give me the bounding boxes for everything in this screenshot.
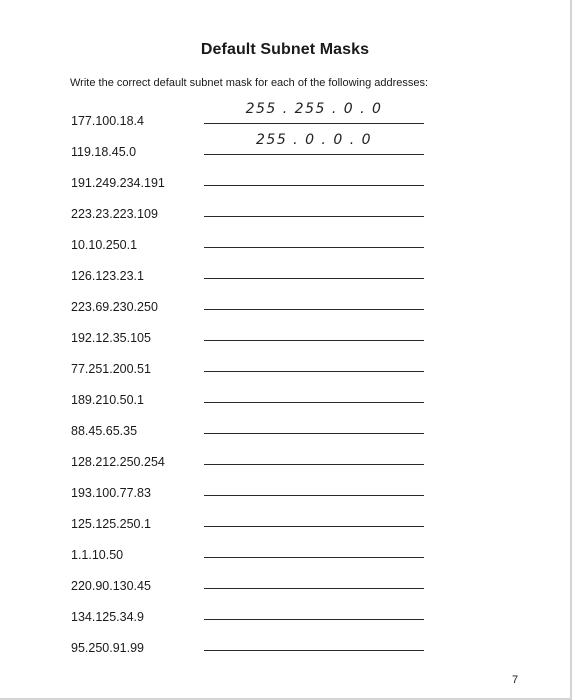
handwritten-answer: 255 . 0 . 0 . 0 xyxy=(256,132,372,148)
address-row xyxy=(0,417,570,447)
answer-line xyxy=(204,588,424,589)
answer-line xyxy=(204,557,424,558)
answer-line xyxy=(204,371,424,372)
page-number: 7 xyxy=(512,674,519,686)
ip-address: 134.125.34.9 xyxy=(71,610,144,624)
address-row xyxy=(0,603,570,633)
ip-address: 223.23.223.109 xyxy=(71,207,158,221)
page-title: Default Subnet Masks xyxy=(200,41,370,58)
answer-line xyxy=(204,402,424,403)
answer-line xyxy=(204,123,424,124)
answer-line xyxy=(204,309,424,310)
ip-address: 220.90.130.45 xyxy=(71,579,151,593)
ip-address: 223.69.230.250 xyxy=(71,300,158,314)
ip-address: 128.212.250.254 xyxy=(71,455,165,469)
answer-line xyxy=(204,619,424,620)
address-row xyxy=(0,132,570,168)
address-row xyxy=(0,572,570,602)
ip-address: 126.123.23.1 xyxy=(71,269,144,283)
answer-line xyxy=(204,185,424,186)
ip-address: 10.10.250.1 xyxy=(71,238,138,252)
address-row xyxy=(0,386,570,416)
answer-line xyxy=(204,247,424,248)
ip-address: 119.18.45.0 xyxy=(71,145,137,159)
address-row xyxy=(0,510,570,540)
address-row xyxy=(0,448,570,478)
answer-line xyxy=(204,464,424,465)
ip-address: 191.249.234.191 xyxy=(71,176,165,190)
ip-address: 189.210.50.1 xyxy=(71,393,144,407)
answer-line xyxy=(204,278,424,279)
answer-line xyxy=(204,340,424,341)
answer-line xyxy=(204,526,424,527)
address-row xyxy=(0,262,570,292)
ip-address: 77.251.200.51 xyxy=(71,362,151,376)
ip-address: 193.100.77.83 xyxy=(71,486,151,500)
ip-address: 192.12.35.105 xyxy=(71,331,151,345)
address-row xyxy=(0,479,570,509)
address-row xyxy=(0,355,570,385)
answer-line xyxy=(204,216,424,217)
address-row xyxy=(0,324,570,354)
address-row xyxy=(0,293,570,323)
address-row xyxy=(0,231,570,261)
answer-line xyxy=(204,495,424,496)
answer-line xyxy=(204,650,424,651)
address-row xyxy=(0,634,570,664)
handwritten-answer: 255 . 255 . 0 . 0 xyxy=(245,101,383,117)
address-row xyxy=(0,541,570,571)
address-row xyxy=(0,169,570,199)
answer-line xyxy=(204,433,424,434)
ip-address: 125.125.250.1 xyxy=(71,517,151,531)
ip-address: 88.45.65.35 xyxy=(71,424,138,438)
answer-line xyxy=(204,154,424,155)
ip-address: 177.100.18.4 xyxy=(71,114,144,128)
address-row xyxy=(0,200,570,230)
ip-address: 95.250.91.99 xyxy=(71,641,144,655)
instruction-text: Write the correct default subnet mask for each of the following addresses: xyxy=(70,77,429,89)
ip-address: 1.1.10.50 xyxy=(71,548,124,562)
